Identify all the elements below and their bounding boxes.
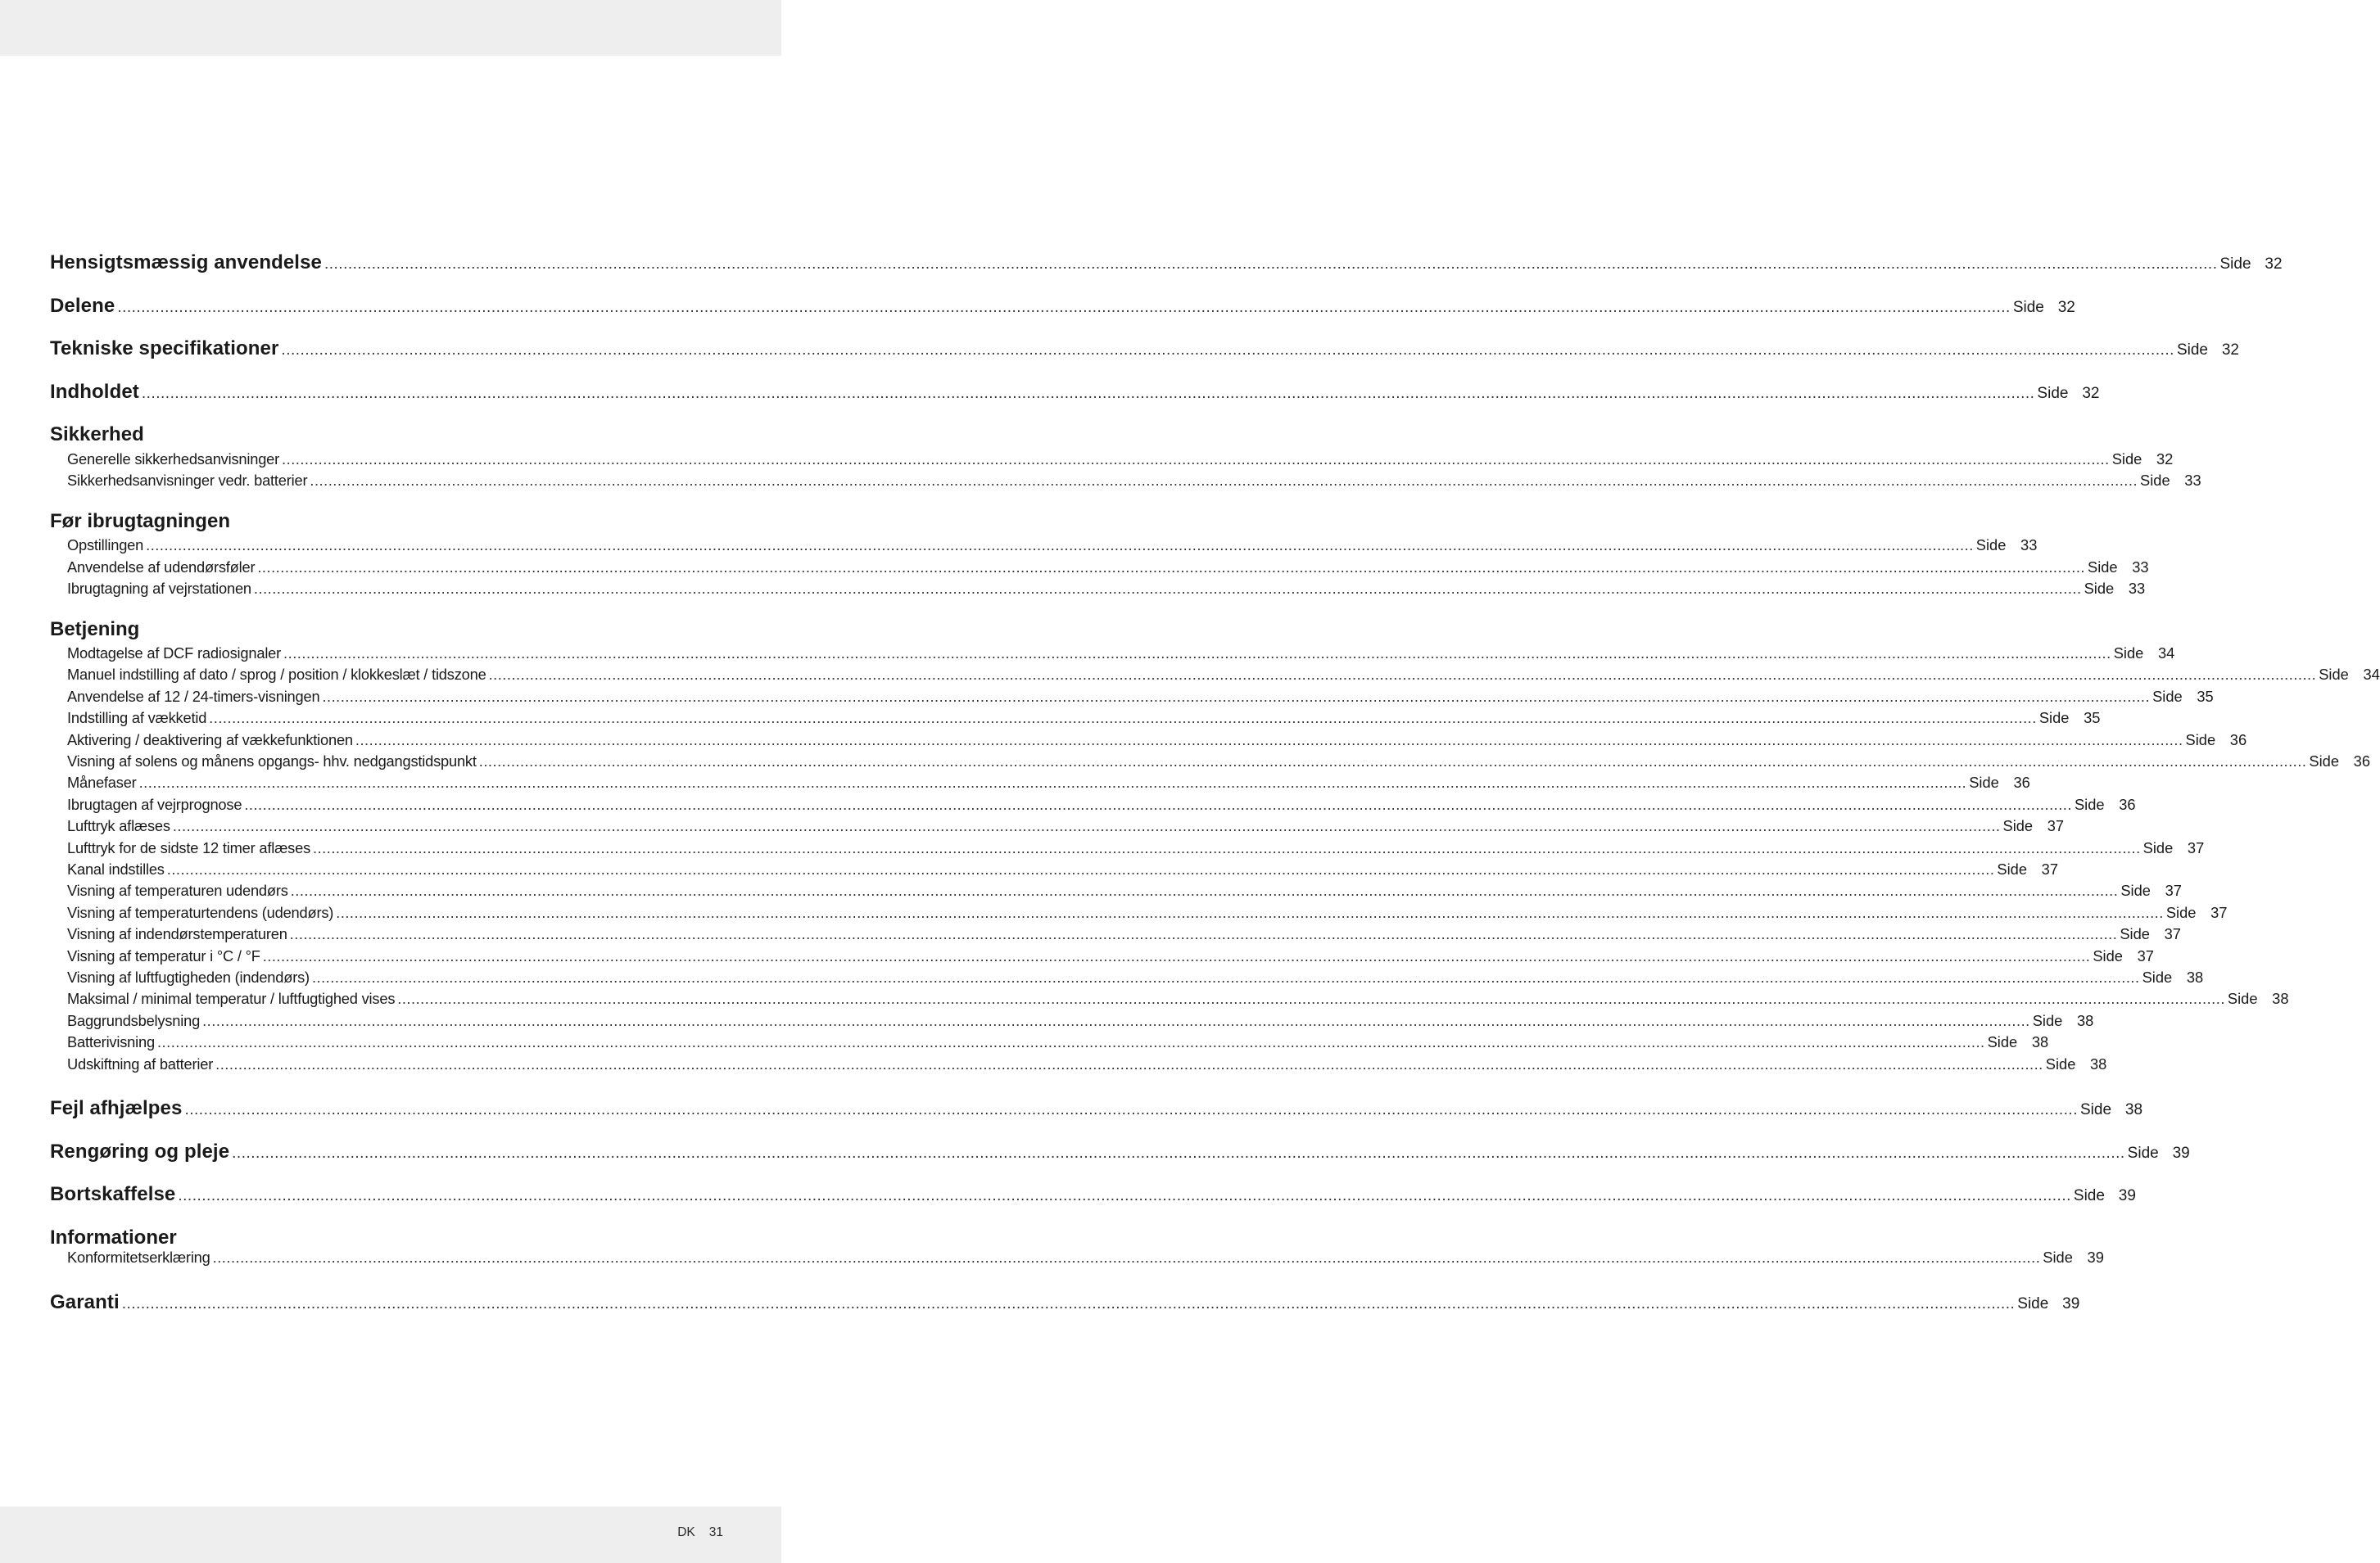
top-band	[0, 0, 781, 56]
toc-sub-entry	[50, 470, 2201, 491]
dot-leader: ................................................................................................................................................................................................................................................................................................................................................................................................................	[311, 969, 2140, 986]
toc-section-heading: Betjening	[50, 618, 140, 640]
toc-sub-entry	[50, 1247, 2104, 1268]
toc-page-label: Side	[2012, 299, 2044, 316]
toc-page-label: Side	[2088, 558, 2118, 576]
toc-entry-title: Generelle sikkerhedsanvisninger	[67, 450, 280, 468]
toc-page-label: Side	[1975, 536, 2007, 553]
dot-leader: ................................................................................................................................................................................................................................................................................................................................................................................................................	[253, 580, 2082, 597]
toc-entry-title: Lufttryk aflæses	[67, 817, 170, 834]
toc-page-label: Side	[2219, 255, 2251, 273]
toc-page-label: Side	[1969, 774, 1999, 791]
toc-page-label: Side	[2142, 969, 2173, 986]
toc-sub-entry	[50, 967, 2204, 988]
toc-page-label: Side	[2032, 1012, 2063, 1029]
toc-page-label: Side	[2017, 1295, 2049, 1312]
dot-leader: ................................................................................................................................................................................................................................................................................................................................................................................................................	[262, 947, 2091, 964]
toc-page-number: 38	[2031, 1033, 2049, 1050]
toc-entry-title: Lufttryk for de sidste 12 timer aflæses	[67, 839, 311, 856]
toc-entry-title: Indstilling af vækketid	[67, 709, 207, 726]
dot-leader: ................................................................................................................................................................................................................................................................................................................................................................................................................	[209, 709, 2037, 726]
dot-leader: ................................................................................................................................................................................................................................................................................................................................................................................................................	[289, 925, 2118, 942]
dot-leader: ................................................................................................................................................................................................................................................................................................................................................................................................................	[172, 817, 2001, 834]
toc-sub-entry	[50, 730, 2247, 751]
dot-leader: ................................................................................................................................................................................................................................................................................................................................................................................................................	[488, 666, 2317, 683]
toc-page-number: 37	[2187, 839, 2205, 856]
dot-leader: ................................................................................................................................................................................................................................................................................................................................................................................................................	[355, 731, 2183, 748]
dot-leader: ................................................................................................................................................................................................................................................................................................................................................................................................................	[322, 688, 2151, 705]
toc-page-number: 35	[2084, 709, 2101, 726]
page-footer	[677, 1520, 723, 1545]
toc-entry-title: Baggrundsbelysning	[67, 1012, 201, 1029]
toc-page-number: 37	[2041, 861, 2058, 878]
toc-page-number: 33	[2128, 580, 2146, 597]
dot-leader: ................................................................................................................................................................................................................................................................................................................................................................................................................	[121, 1295, 2016, 1312]
toc-entry-title: Tekniske specifikationer	[50, 337, 279, 359]
toc-page-number: 39	[2118, 1187, 2136, 1204]
toc-entry-title: Manuel indstilling af dato / sprog / position / klokkeslæt / tidszone	[67, 666, 486, 683]
toc-page-label: Side	[2165, 904, 2197, 921]
toc-sub-entry	[50, 815, 2065, 837]
toc-entry-title: Visning af luftfugtigheden (indendørs)	[67, 969, 310, 986]
toc-page-label: Side	[2142, 839, 2174, 856]
toc-main-entry	[50, 1096, 2143, 1121]
toc-entry-title: Konformitetserklæring	[67, 1249, 210, 1266]
toc-entry-title: Anvendelse af 12 / 24-timers-visningen	[67, 688, 320, 705]
toc-entry-title: Visning af temperatur i °C / °F	[67, 947, 260, 964]
toc-sub-entry	[50, 535, 2038, 556]
toc-page-label: Side	[2043, 1249, 2073, 1266]
toc-page-number: 34	[2157, 644, 2175, 662]
toc-sub-entry	[50, 924, 2181, 945]
toc-page-label: Side	[2152, 688, 2183, 705]
toc-entry-title: Sikkerhedsanvisninger vedr. batterier	[67, 472, 308, 489]
toc-entry-title: Delene	[50, 295, 115, 317]
toc-sub-entry	[50, 643, 2175, 664]
dot-leader: ................................................................................................................................................................................................................................................................................................................................................................................................................	[397, 990, 2225, 1007]
footer-language: DK	[677, 1525, 695, 1539]
toc-page-number: 32	[2221, 341, 2239, 359]
dot-leader: ................................................................................................................................................................................................................................................................................................................................................................................................................	[324, 255, 2218, 273]
toc-sub-entry	[50, 751, 2371, 772]
toc-entry-title: Garanti	[50, 1291, 120, 1313]
dot-leader: ................................................................................................................................................................................................................................................................................................................................................................................................................	[313, 839, 2141, 856]
toc-page-label: Side	[2113, 644, 2144, 662]
dot-leader: ................................................................................................................................................................................................................................................................................................................................................................................................................	[212, 1249, 2041, 1266]
toc-entry-title: Anvendelse af udendørsføler	[67, 558, 256, 576]
toc-page-number: 36	[2229, 731, 2247, 748]
toc-page-number: 32	[2265, 255, 2283, 273]
toc-page-label: Side	[2038, 709, 2070, 726]
dot-leader: ................................................................................................................................................................................................................................................................................................................................................................................................................	[184, 1101, 2078, 1118]
toc-entry-title: Opstillingen	[67, 536, 144, 553]
dot-leader: ................................................................................................................................................................................................................................................................................................................................................................................................................	[282, 450, 2110, 468]
toc-page-label: Side	[2084, 580, 2115, 597]
dot-leader: ................................................................................................................................................................................................................................................................................................................................................................................................................	[257, 558, 2085, 576]
toc-page-number: 33	[2132, 558, 2149, 576]
toc-page-number: 37	[2137, 947, 2154, 964]
toc-page-number: 39	[2172, 1145, 2190, 1162]
toc-entry-title: Bortskaffelse	[50, 1183, 176, 1205]
toc-page-number: 38	[2186, 969, 2204, 986]
toc-page-number: 38	[2272, 990, 2289, 1007]
toc-page-label: Side	[2127, 1145, 2159, 1162]
toc-sub-entry	[50, 880, 2182, 901]
toc-entry-title: Aktivering / deaktivering af vækkefunktionen	[67, 731, 353, 748]
toc-page-number: 34	[2363, 666, 2380, 683]
toc-sub-entry	[50, 578, 2146, 599]
toc-page-label: Side	[2176, 341, 2208, 359]
dot-leader: ................................................................................................................................................................................................................................................................................................................................................................................................................	[281, 341, 2174, 359]
toc-sub-entry	[50, 1032, 2049, 1053]
toc-sub-entry	[50, 707, 2101, 729]
toc-page-number: 36	[2119, 796, 2136, 813]
dot-leader: ................................................................................................................................................................................................................................................................................................................................................................................................................	[310, 472, 2138, 489]
toc-page-number: 36	[2353, 752, 2371, 770]
toc-sub-entry	[50, 1010, 2094, 1032]
dot-leader: ................................................................................................................................................................................................................................................................................................................................................................................................................	[283, 644, 2111, 662]
dot-leader: ................................................................................................................................................................................................................................................................................................................................................................................................................	[215, 1055, 2043, 1073]
footer-page-number: 31	[708, 1525, 723, 1539]
toc-main-entry	[50, 1290, 2080, 1315]
toc-entry-title: Visning af indendørstemperaturen	[67, 925, 287, 942]
toc-sub-entry	[50, 946, 2154, 967]
toc-section-heading: Før ibrugtagningen	[50, 510, 230, 532]
toc-page-label: Side	[1997, 861, 2027, 878]
toc-entry-title: Ibrugtagen af vejrprognose	[67, 796, 242, 813]
toc-page-label: Side	[2002, 817, 2034, 834]
toc-main-entry	[50, 380, 2100, 404]
toc-entry-title: Visning af solens og månens opgangs- hhv. nedgangstidspunkt	[67, 752, 477, 770]
toc-entry-title: Ibrugtagning af vejrstationen	[67, 580, 251, 597]
toc-page-number: 32	[2082, 385, 2100, 402]
toc-page-number: 33	[2184, 472, 2201, 489]
toc-page-number: 35	[2197, 688, 2214, 705]
toc-section-heading: Informationer	[50, 1226, 177, 1249]
toc-page-number: 39	[2062, 1295, 2080, 1312]
toc-main-entry	[50, 337, 2239, 361]
dot-leader: ................................................................................................................................................................................................................................................................................................................................................................................................................	[202, 1012, 2030, 1029]
toc-sub-entry	[50, 902, 2228, 924]
toc-sub-entry	[50, 794, 2136, 815]
toc-entry-title: Fejl afhjælpes	[50, 1097, 183, 1119]
toc-entry-title: Maksimal / minimal temperatur / luftfugtighed vises	[67, 990, 396, 1007]
dot-leader: ................................................................................................................................................................................................................................................................................................................................................................................................................	[290, 882, 2119, 899]
toc-page-label: Side	[2227, 990, 2258, 1007]
toc-page-label: Side	[2309, 752, 2340, 770]
toc-sub-entry	[50, 838, 2205, 859]
dot-leader: ................................................................................................................................................................................................................................................................................................................................................................................................................	[336, 904, 2164, 921]
toc-sub-entry	[50, 988, 2289, 1010]
toc-sub-entry	[50, 664, 2380, 685]
bottom-band	[0, 1507, 781, 1563]
toc-sub-entry	[50, 557, 2149, 578]
toc-page-number: 38	[2124, 1101, 2143, 1118]
toc-page-number: 38	[2076, 1012, 2094, 1029]
toc-page-label: Side	[1987, 1033, 2018, 1050]
toc-entry-title: Batterivisning	[67, 1033, 155, 1050]
toc-page-number: 38	[2090, 1055, 2107, 1073]
toc-page-label: Side	[2111, 450, 2142, 468]
toc-entry-title: Hensigtsmæssig anvendelse	[50, 251, 322, 273]
toc-sub-entry	[50, 686, 2214, 707]
toc-page-number: 39	[2087, 1249, 2104, 1266]
toc-sub-entry	[50, 1054, 2107, 1075]
toc-main-entry	[50, 294, 2075, 318]
dot-leader: ................................................................................................................................................................................................................................................................................................................................................................................................................	[146, 536, 1974, 553]
toc-sub-entry	[50, 772, 2030, 793]
toc-page-number: 33	[2020, 536, 2038, 553]
toc-entry-title: Visning af temperaturtendens (udendørs)	[67, 904, 334, 921]
toc-entry-title: Udskiftning af batterier	[67, 1055, 214, 1073]
toc-page-label: Side	[2073, 1187, 2105, 1204]
toc-main-entry	[50, 1140, 2190, 1164]
dot-leader: ................................................................................................................................................................................................................................................................................................................................................................................................................	[244, 796, 2072, 813]
toc-page-label: Side	[2185, 731, 2216, 748]
toc-page-number: 37	[2165, 882, 2182, 899]
dot-leader: ................................................................................................................................................................................................................................................................................................................................................................................................................	[232, 1145, 2125, 1162]
dot-leader: ................................................................................................................................................................................................................................................................................................................................................................................................................	[141, 385, 2035, 402]
toc-page-number: 36	[2013, 774, 2030, 791]
toc-page-label: Side	[2140, 472, 2170, 489]
toc-entry-title: Visning af temperaturen udendørs	[67, 882, 288, 899]
dot-leader: ................................................................................................................................................................................................................................................................................................................................................................................................................	[117, 299, 2011, 316]
toc-sub-entry	[50, 859, 2058, 880]
toc-page-label: Side	[2045, 1055, 2076, 1073]
toc-page-number: 37	[2210, 904, 2228, 921]
toc-page-label: Side	[2074, 796, 2105, 813]
dot-leader: ................................................................................................................................................................................................................................................................................................................................................................................................................	[178, 1187, 2071, 1204]
toc-page-number: 32	[2156, 450, 2174, 468]
dot-leader: ................................................................................................................................................................................................................................................................................................................................................................................................................	[156, 1033, 1985, 1050]
toc-page-label: Side	[2319, 666, 2349, 683]
toc-page-label: Side	[2037, 385, 2069, 402]
dot-leader: ................................................................................................................................................................................................................................................................................................................................................................................................................	[138, 774, 1967, 791]
toc-section-heading: Sikkerhed	[50, 423, 144, 445]
dot-leader: ................................................................................................................................................................................................................................................................................................................................................................................................................	[478, 752, 2307, 770]
toc-sub-entry	[50, 449, 2174, 470]
toc-main-entry	[50, 251, 2283, 275]
toc-page-number: 37	[2164, 925, 2181, 942]
toc-entry-title: Rengøring og pleje	[50, 1141, 230, 1163]
toc-entry-title: Indholdet	[50, 381, 139, 403]
toc-main-entry	[50, 1182, 2136, 1207]
toc-page-label: Side	[2120, 882, 2151, 899]
toc-page-number: 32	[2057, 299, 2075, 316]
toc-page-label: Side	[2093, 947, 2123, 964]
dot-leader: ................................................................................................................................................................................................................................................................................................................................................................................................................	[166, 861, 1995, 878]
toc-entry-title: Månefaser	[67, 774, 137, 791]
toc-entry-title: Modtagelse af DCF radiosignaler	[67, 644, 282, 662]
toc-entry-title: Kanal indstilles	[67, 861, 165, 878]
toc-page-label: Side	[2079, 1101, 2112, 1118]
toc-page-label: Side	[2120, 925, 2150, 942]
toc-page-number: 37	[2047, 817, 2065, 834]
